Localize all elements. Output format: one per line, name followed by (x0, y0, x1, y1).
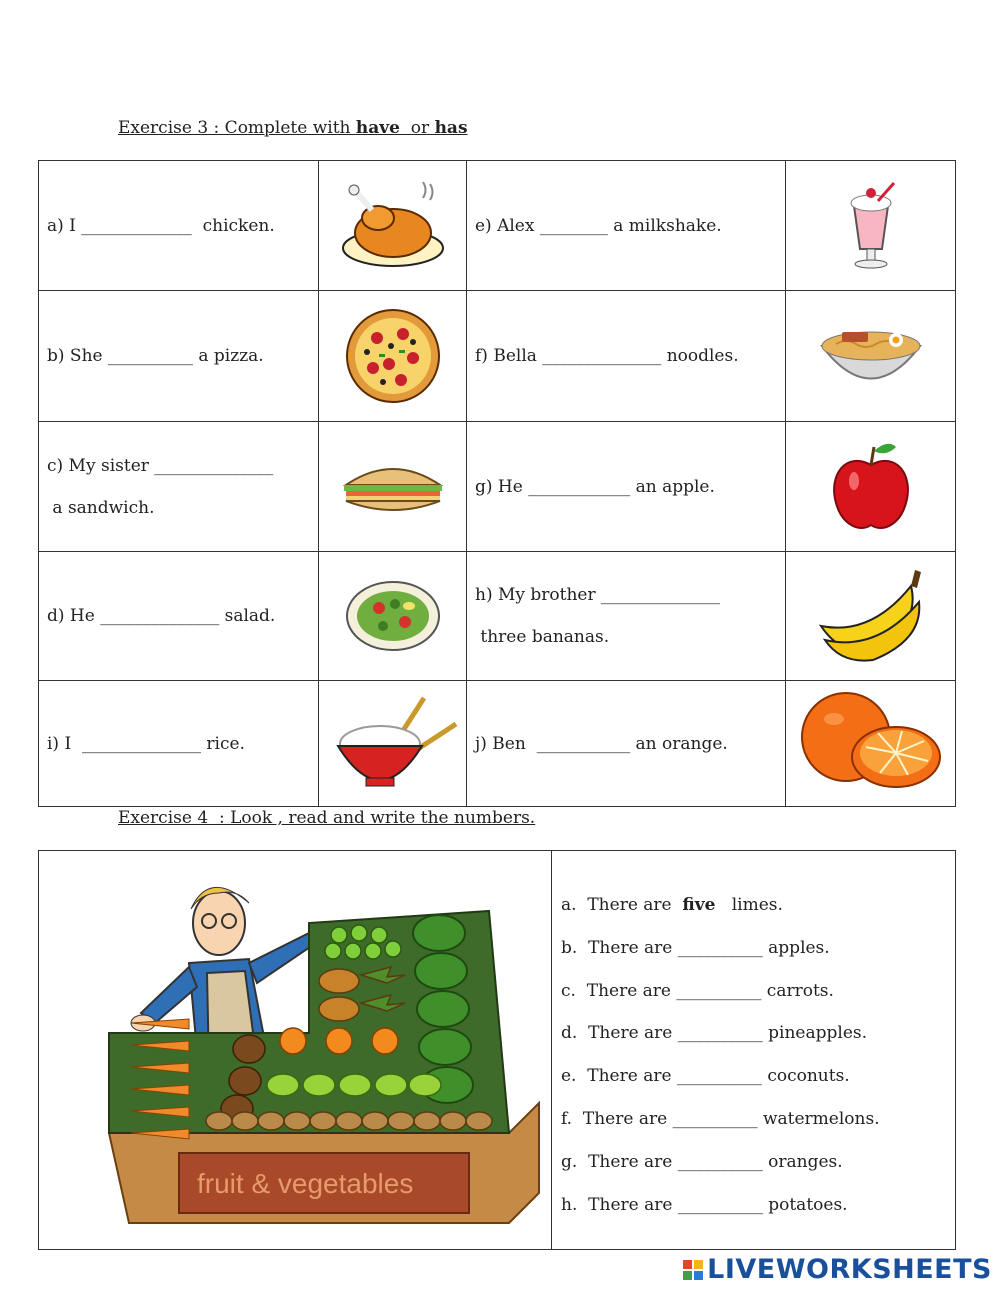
sentence-text: e) Alex ________ a milkshake. (475, 215, 722, 236)
question-f: f. There are __________ watermelons. (561, 1109, 880, 1129)
picture-cell (319, 552, 467, 681)
sentence-cell (467, 422, 786, 552)
picture-cell (786, 552, 956, 681)
sandwich-icon (338, 457, 448, 517)
sentence-cell (467, 161, 786, 291)
milkshake-icon (836, 181, 906, 271)
keyword-have: have (355, 118, 400, 138)
exercise-4-box (38, 850, 956, 1250)
table-row (39, 422, 956, 552)
picture-cell (786, 291, 956, 422)
exercise-3-table (38, 160, 956, 807)
picture-cell (319, 161, 467, 291)
sentence-text: d) He ______________ salad. (47, 606, 276, 626)
table-row (39, 681, 956, 807)
question-text: a. There are (561, 895, 683, 915)
picture-cell (786, 681, 956, 807)
keyword-has: has (434, 118, 468, 138)
pizza-icon (343, 306, 443, 406)
picture-cell (319, 422, 467, 552)
sentence-cell (39, 422, 319, 552)
sentence-cell (467, 291, 786, 422)
sentence-text: h) My brother ______________ (475, 585, 721, 605)
question-g: g. There are __________ oranges. (561, 1152, 843, 1172)
question-b: b. There are __________ apples. (561, 938, 830, 958)
table-row (39, 552, 956, 681)
question-d: d. There are __________ pineapples. (561, 1023, 868, 1043)
sentence-text-continued: a sandwich. (47, 497, 155, 518)
picture-cell (319, 681, 467, 807)
sentence-cell (39, 291, 319, 422)
question-a (561, 895, 783, 915)
sentence-text: a) I _____________ chicken. (47, 215, 275, 236)
table-row (39, 291, 956, 422)
stall-sign-text: fruit & vegetables (197, 1168, 414, 1199)
picture-cell (319, 291, 467, 422)
question-text: limes. (715, 895, 783, 915)
heading-text: or (399, 118, 435, 138)
heading-text: Exercise 3 : Complete with (118, 118, 356, 138)
column-divider (551, 851, 552, 1249)
sentence-cell (39, 552, 319, 681)
picture-cell (786, 422, 956, 552)
sentence-text: b) She __________ a pizza. (47, 346, 264, 366)
rice-bowl-icon (328, 694, 458, 794)
question-c: c. There are __________ carrots. (561, 981, 834, 1001)
sentence-text: f) Bella ______________ noodles. (475, 346, 739, 366)
oranges-icon (796, 689, 946, 799)
liveworksheets-brand (683, 1254, 992, 1285)
limes-icon (267, 1074, 441, 1096)
oranges-icon (280, 1028, 398, 1054)
sentence-text-continued: three bananas. (475, 627, 610, 647)
sentence-cell (467, 681, 786, 807)
sentence-cell (467, 552, 786, 681)
picture-cell (786, 161, 956, 291)
sentence-text: g) He ____________ an apple. (475, 476, 715, 497)
brand-text: LIVEWORKSHEETS (707, 1254, 992, 1285)
exercise-3-heading (118, 118, 468, 138)
sentence-text: i) I ______________ rice. (47, 733, 245, 754)
sentence-cell (39, 161, 319, 291)
table-row (39, 161, 956, 291)
fruit-vegetable-stall-illustration (69, 863, 549, 1233)
liveworksheets-logo-icon (683, 1260, 703, 1280)
exercise-4-heading: Exercise 4 : Look , read and write the numbers. (118, 808, 536, 828)
roast-chicken-icon (338, 178, 448, 273)
question-e: e. There are __________ coconuts. (561, 1066, 850, 1086)
sentence-text: c) My sister ______________ (47, 455, 274, 476)
apple-icon (826, 437, 916, 537)
bananas-icon (811, 566, 931, 666)
example-answer: five (682, 895, 716, 915)
sentence-text: j) Ben ___________ an orange. (475, 733, 728, 754)
noodle-bowl-icon (816, 316, 926, 396)
sentence-cell (39, 681, 319, 807)
question-h: h. There are __________ potatoes. (561, 1195, 848, 1215)
potatoes-icon (206, 1112, 492, 1130)
salad-icon (343, 578, 443, 654)
